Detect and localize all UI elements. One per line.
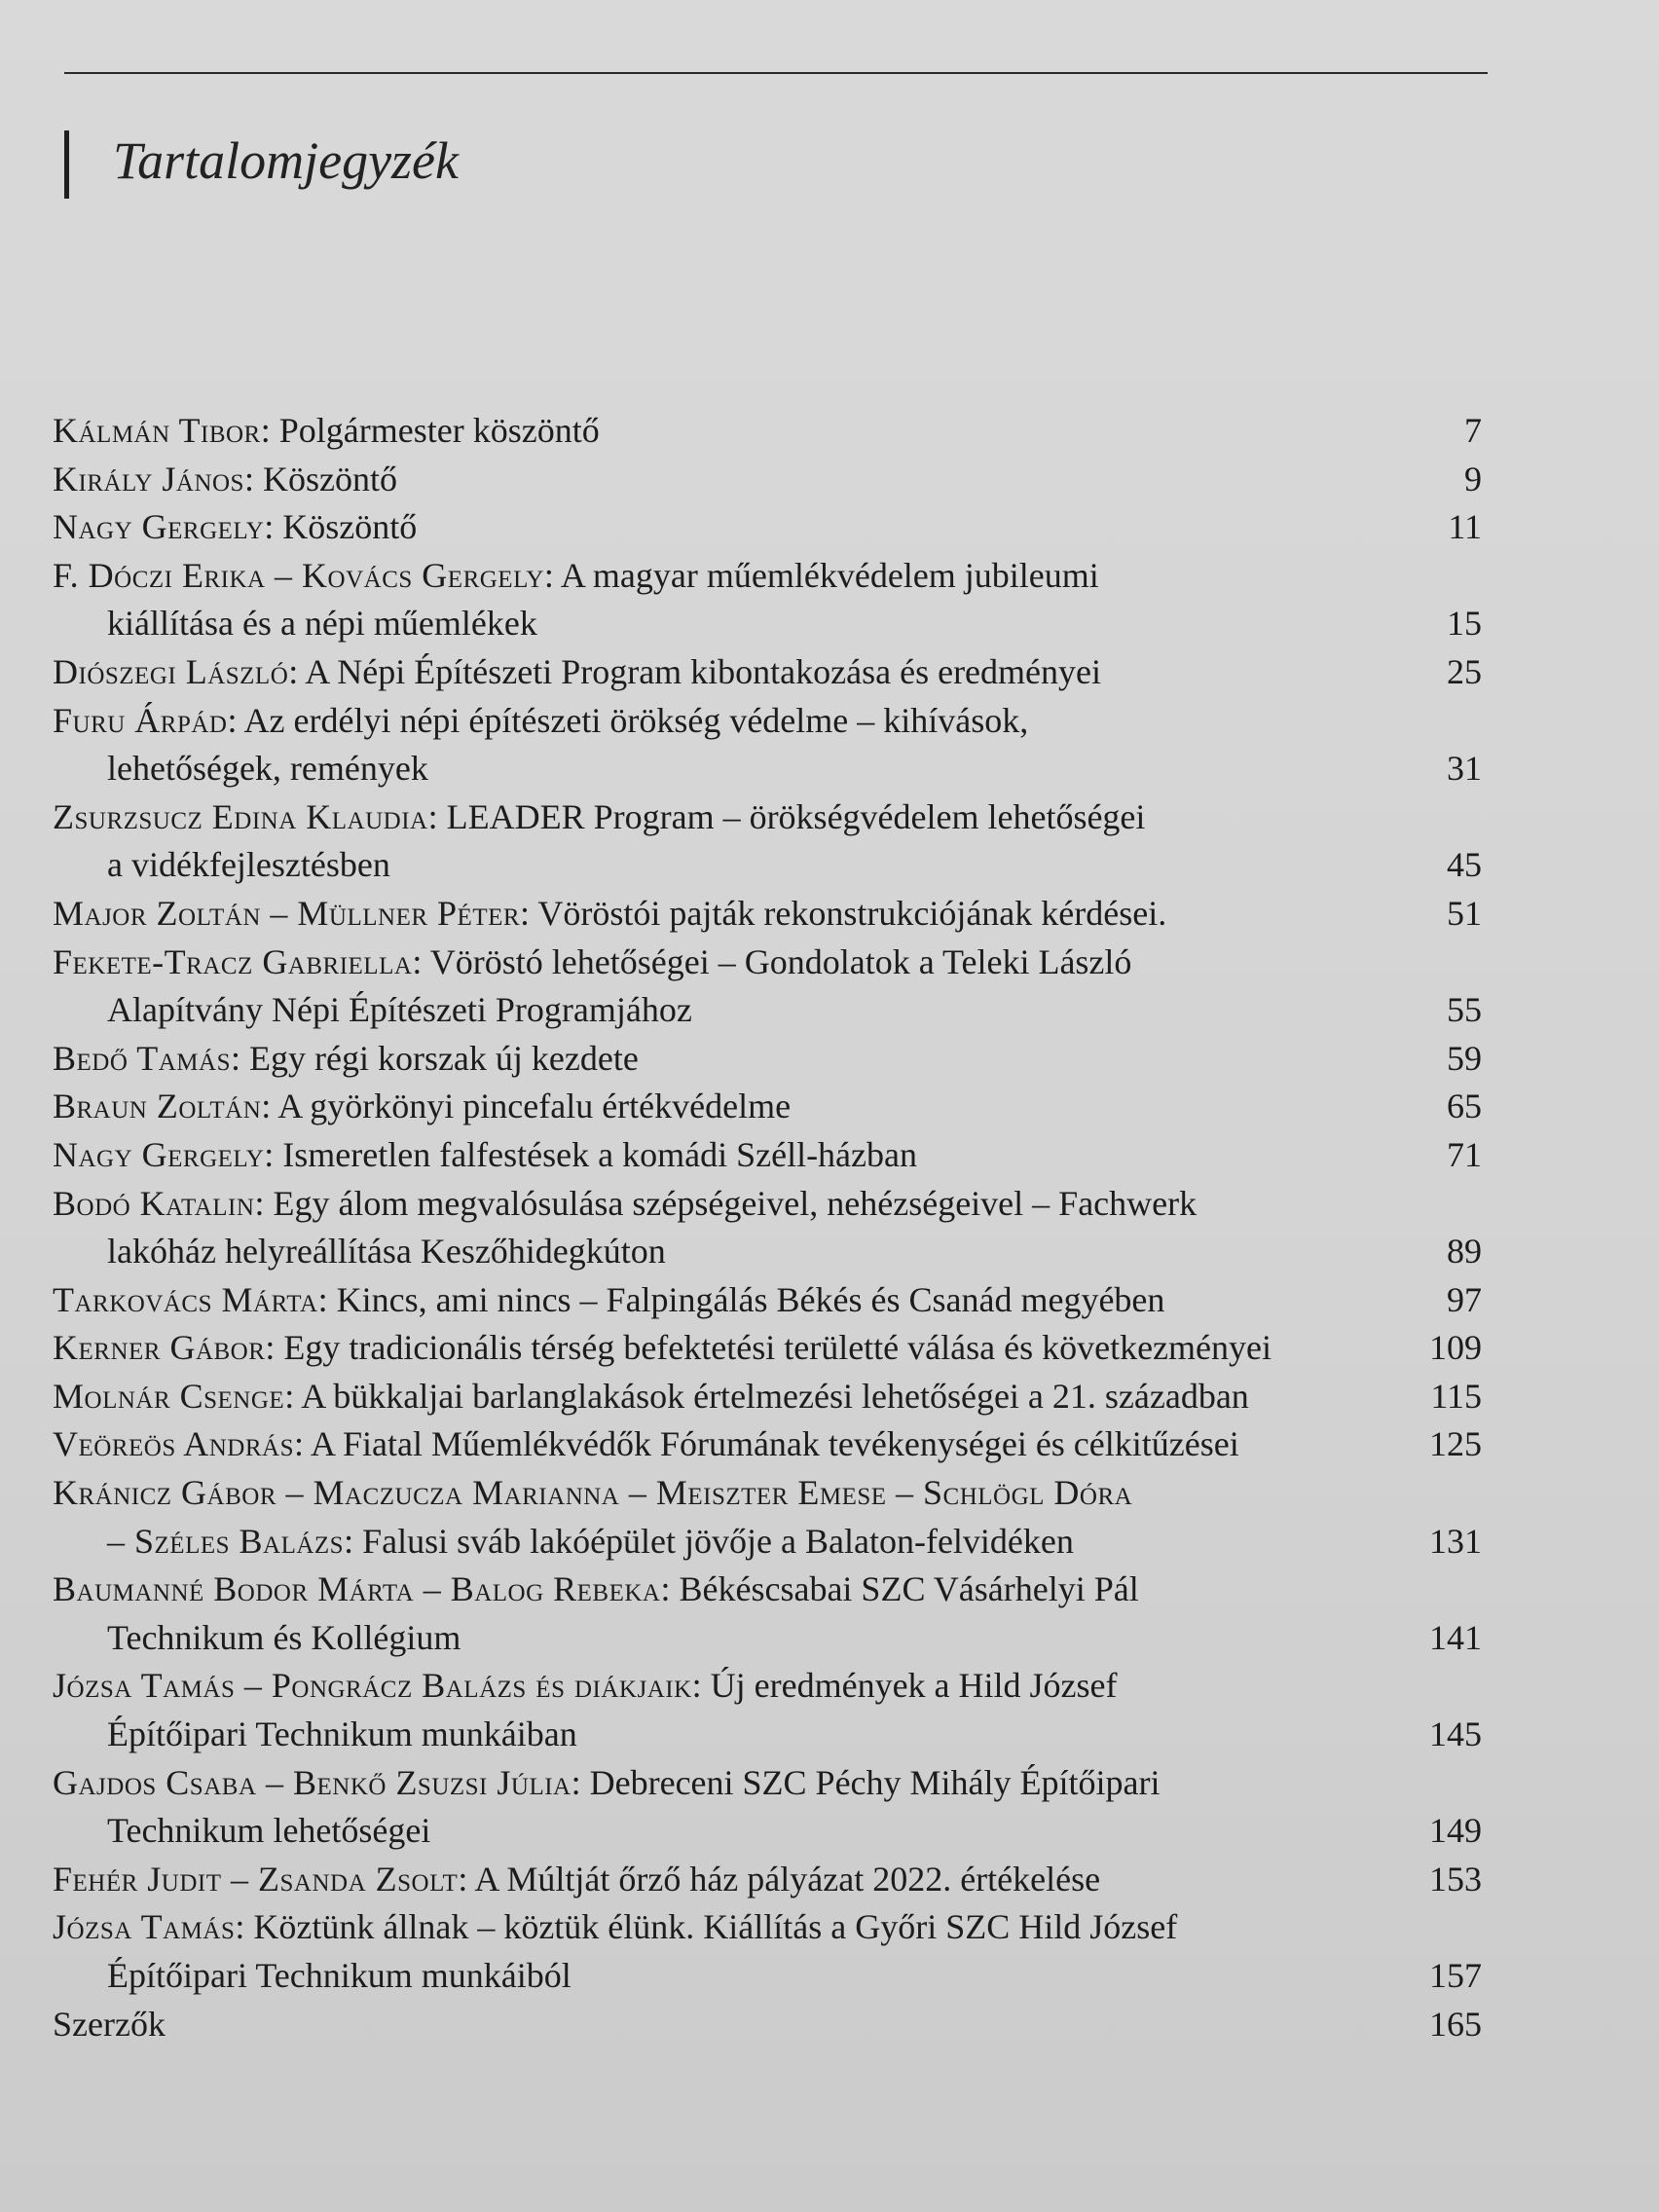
toc-title-text: Köszöntő [262, 459, 397, 498]
toc-author: Kránicz Gábor – Maczucza Marianna – Meiszter Emese – Schlögl Dóra [53, 1473, 1133, 1513]
toc-entry-line: Kerner Gábor: Egy tradicionális térség befektetési területté válása és következményei [53, 1328, 1272, 1368]
toc-entry-line: Kálmán Tibor: Polgármester köszöntő [53, 411, 600, 450]
toc-title-text: Egy álom megvalósulása szépségeivel, nehézségeivel – Fachwerk [273, 1183, 1198, 1223]
toc-entry [53, 1856, 1493, 1904]
toc-entry [53, 939, 1493, 1035]
toc-title-text: Szerzők [53, 2004, 166, 2044]
toc-entry [53, 1566, 1493, 1662]
toc-page-number: 15 [1447, 604, 1482, 644]
toc-entry-line [53, 2001, 1493, 2049]
toc-author: Furu Árpád [53, 700, 228, 740]
toc-title-text: Ismeretlen falfestések a komádi Széll-házban [282, 1134, 917, 1174]
toc-entry [53, 407, 1493, 456]
toc-author: Józsa Tamás [53, 1907, 236, 1947]
toc-page-number: 25 [1447, 651, 1482, 691]
toc-page-number: 59 [1447, 1038, 1482, 1078]
toc-title-text: A magyar műemlékvédelem jubileumi [560, 555, 1099, 595]
toc-entry-line: Tarkovács Márta: Kincs, ami nincs – Falpingálás Békés és Csanád megyében [53, 1279, 1165, 1319]
toc-entry-line: Józsa Tamás – Pongrácz Balázs és diákjaik: Új eredmények a Hild József [53, 1666, 1118, 1706]
toc-title-text: A Fiatal Műemlékvédők Fórumának tevékenységei és célkitűzései [311, 1424, 1239, 1464]
toc-author: Kerner Gábor [53, 1328, 266, 1368]
toc-entry [53, 697, 1493, 793]
toc-title-text: A györkönyi pincefalu értékvédelme [277, 1087, 792, 1126]
toc-entry [53, 552, 1493, 648]
toc-author: Diószegi László [53, 651, 289, 691]
toc-author: Bedő Tamás [53, 1038, 231, 1078]
toc-entry [53, 1083, 1493, 1131]
toc-title-text: Építőipari Technikum munkáiból [107, 1956, 571, 1995]
toc-author: Molnár Csenge [53, 1376, 285, 1416]
toc-page-number: 51 [1447, 893, 1482, 933]
toc-entry-line: Furu Árpád: Az erdélyi népi építészeti örökség védelme – kihívások, [53, 700, 1029, 740]
toc-entry-line: Diószegi László: A Népi Építészeti Program kibontakozása és eredményei [53, 651, 1101, 691]
toc-author: F. Dóczi Erika – Kovács Gergely [53, 555, 544, 595]
toc-author: Major Zoltán – Müllner Péter [53, 893, 521, 933]
toc-entry-line [53, 841, 1493, 890]
toc-page-number: 165 [1429, 2004, 1482, 2044]
toc-title-text: lakóház helyreállítása Keszőhidegkúton [107, 1232, 666, 1272]
table-of-contents [53, 407, 1493, 2048]
toc-entry-line: Nagy Gergely: Ismeretlen falfestések a komádi Széll-házban [53, 1134, 917, 1174]
toc-title-text: Debreceni SZC Péchy Mihály Építőipari [589, 1762, 1161, 1802]
toc-page-number: 153 [1429, 1859, 1482, 1899]
toc-title-text: LEADER Program – örökségvédelem lehetőségei [446, 796, 1146, 836]
page-title: Tartalomjegyzék [113, 131, 459, 190]
toc-author: Baumanné Bodor Márta – Balog Rebeka [53, 1569, 661, 1609]
toc-page-number: 109 [1429, 1328, 1482, 1368]
toc-entry-line [53, 1952, 1493, 2001]
toc-entry-line: Fehér Judit – Zsanda Zsolt: A Múltját őrző ház pályázat 2022. értékelése [53, 1859, 1101, 1899]
toc-page-number: 11 [1448, 507, 1482, 547]
toc-entry [53, 648, 1493, 697]
toc-title-text: Békéscsabai SZC Vásárhelyi Pál [679, 1569, 1139, 1609]
toc-entry [53, 1035, 1493, 1084]
toc-entry [53, 1420, 1493, 1469]
toc-entry-line [53, 1711, 1493, 1759]
toc-entry [53, 503, 1493, 552]
toc-author: Fehér Judit – Zsanda Zsolt [53, 1859, 459, 1899]
toc-title-text: A Múltját őrző ház pályázat 2022. értékelése [474, 1859, 1101, 1899]
toc-title-text: Köztünk állnak – köztük élünk. Kiállítás a Győri SZC Hild József [253, 1907, 1178, 1947]
toc-title-text: Egy régi korszak új kezdete [249, 1038, 639, 1078]
toc-page-number: 97 [1447, 1279, 1482, 1319]
toc-page-number: 45 [1447, 845, 1482, 885]
toc-author: Zsurzsucz Edina Klaudia [53, 796, 428, 836]
toc-entry-line: Molnár Csenge: A bükkaljai barlanglakások értelmezési lehetőségei a 21. században [53, 1376, 1249, 1416]
toc-author: Braun Zoltán [53, 1087, 262, 1126]
toc-author-continued: – Széles Balázs [107, 1521, 345, 1561]
toc-page-number: 7 [1464, 411, 1482, 450]
toc-author: Király János [53, 459, 244, 498]
toc-author: Gajdos Csaba – Benkő Zsuzsi Júlia [53, 1762, 571, 1802]
toc-author: Bodó Katalin [53, 1183, 255, 1223]
toc-author: Fekete-Tracz Gabriella [53, 941, 413, 981]
toc-page-number: 115 [1430, 1376, 1482, 1416]
toc-title-text: Építőipari Technikum munkáiban [107, 1714, 577, 1754]
toc-title-text: Az erdélyi népi építészeti örökség védelme – kihívások, [243, 700, 1029, 740]
toc-title-text: Vöröstó lehetőségei – Gondolatok a Teleki László [429, 941, 1132, 981]
toc-entry [53, 1180, 1493, 1276]
toc-page-number: 141 [1429, 1617, 1482, 1657]
toc-author: Tarkovács Márta [53, 1279, 318, 1319]
toc-entry [53, 1759, 1493, 1856]
toc-entry-line: F. Dóczi Erika – Kovács Gergely: A magyar műemlékvédelem jubileumi [53, 555, 1099, 595]
toc-entry-line: Braun Zoltán: A györkönyi pincefalu értékvédelme [53, 1087, 792, 1126]
toc-title-text: Vöröstói pajták rekonstrukciójának kérdései. [537, 893, 1167, 933]
toc-entry [53, 1324, 1493, 1373]
toc-entry-line [53, 745, 1493, 793]
toc-entry-line: Király János: Köszöntő [53, 459, 397, 498]
toc-entry [53, 793, 1493, 890]
top-rule [64, 72, 1488, 74]
toc-title-text: Technikum és Kollégium [107, 1617, 461, 1657]
toc-entry [53, 1662, 1493, 1758]
toc-title-text: Új eredmények a Hild József [710, 1666, 1118, 1706]
toc-entry [53, 1469, 1493, 1566]
toc-title-text: A bükkaljai barlanglakások értelmezési lehetőségei a 21. században [301, 1376, 1249, 1416]
toc-title-text: Alapítvány Népi Építészeti Programjához [107, 990, 692, 1030]
toc-entry [53, 1903, 1493, 2000]
title-accent-bar [64, 130, 69, 199]
toc-entry [53, 890, 1493, 939]
toc-author: Józsa Tamás – Pongrácz Balázs és diákjaik [53, 1666, 692, 1706]
toc-title-text: a vidékfejlesztésben [107, 845, 390, 885]
toc-page-number: 145 [1429, 1714, 1482, 1754]
toc-title-text: kiállítása és a népi műemlékek [107, 604, 537, 644]
toc-entry-line: Veöreös András: A Fiatal Műemlékvédők Fórumának tevékenységei és célkitűzései [53, 1424, 1239, 1464]
toc-title-text: Falusi sváb lakóépület jövője a Balaton-felvidéken [362, 1521, 1074, 1561]
toc-title-text: Egy tradicionális térség befektetési területté válása és következményei [283, 1328, 1272, 1368]
toc-entry-line [53, 600, 1493, 648]
toc-page-number: 71 [1447, 1134, 1482, 1174]
toc-entry [53, 1373, 1493, 1421]
toc-page-number: 157 [1429, 1956, 1482, 1995]
toc-author: Kálmán Tibor [53, 411, 261, 450]
toc-title-text: Köszöntő [282, 507, 418, 547]
toc-page-number: 65 [1447, 1087, 1482, 1126]
toc-entry [53, 2001, 1493, 2049]
toc-entry-line: Fekete-Tracz Gabriella: Vöröstó lehetőségei – Gondolatok a Teleki László [53, 941, 1132, 981]
toc-title-text: Polgármester köszöntő [278, 411, 600, 450]
toc-entry-line [53, 1614, 1493, 1663]
toc-page-number: 131 [1429, 1521, 1482, 1561]
toc-entry-line: Major Zoltán – Müllner Péter: Vöröstói pajták rekonstrukciójának kérdései. [53, 893, 1167, 933]
toc-entry-line: Bedő Tamás: Egy régi korszak új kezdete [53, 1038, 639, 1078]
toc-entry-line [53, 986, 1493, 1035]
toc-entry-line: Józsa Tamás: Köztünk állnak – köztük élünk. Kiállítás a Győri SZC Hild József [53, 1907, 1178, 1947]
toc-entry-line [53, 1228, 1493, 1276]
toc-page-number: 149 [1429, 1811, 1482, 1851]
toc-entry-line: Baumanné Bodor Márta – Balog Rebeka: Békéscsabai SZC Vásárhelyi Pál [53, 1569, 1139, 1609]
toc-page-number: 55 [1447, 990, 1482, 1030]
toc-title-text: lehetőségek, remények [107, 749, 428, 789]
toc-entry-line [53, 1469, 1493, 1518]
toc-entry-line: Zsurzsucz Edina Klaudia: LEADER Program – örökségvédelem lehetőségei [53, 796, 1146, 836]
toc-entry-line [53, 1807, 1493, 1856]
toc-entry [53, 1276, 1493, 1325]
toc-entry-line: Nagy Gergely: Köszöntő [53, 507, 418, 547]
toc-page-number: 125 [1429, 1424, 1482, 1464]
toc-author: Nagy Gergely [53, 1134, 265, 1174]
toc-page-number: 9 [1464, 459, 1482, 498]
toc-author: Veöreös András [53, 1424, 294, 1464]
toc-page-number: 31 [1447, 749, 1482, 789]
toc-entry [53, 1131, 1493, 1180]
toc-entry-line: – Széles Balázs: Falusi sváb lakóépület jövője a Balaton-felvidéken [107, 1521, 1074, 1561]
toc-title-text: A Népi Építészeti Program kibontakozása és eredményei [305, 651, 1101, 691]
toc-author: Nagy Gergely [53, 507, 265, 547]
toc-entry-line: Gajdos Csaba – Benkő Zsuzsi Júlia: Debreceni SZC Péchy Mihály Építőipari [53, 1762, 1161, 1802]
toc-title-text: Kincs, ami nincs – Falpingálás Békés és Csanád megyében [336, 1279, 1165, 1319]
toc-title-text: Technikum lehetőségei [107, 1811, 431, 1851]
toc-entry [53, 456, 1493, 504]
toc-page-number: 89 [1447, 1232, 1482, 1272]
toc-entry-line: Bodó Katalin: Egy álom megvalósulása szépségeivel, nehézségeivel – Fachwerk [53, 1183, 1198, 1223]
